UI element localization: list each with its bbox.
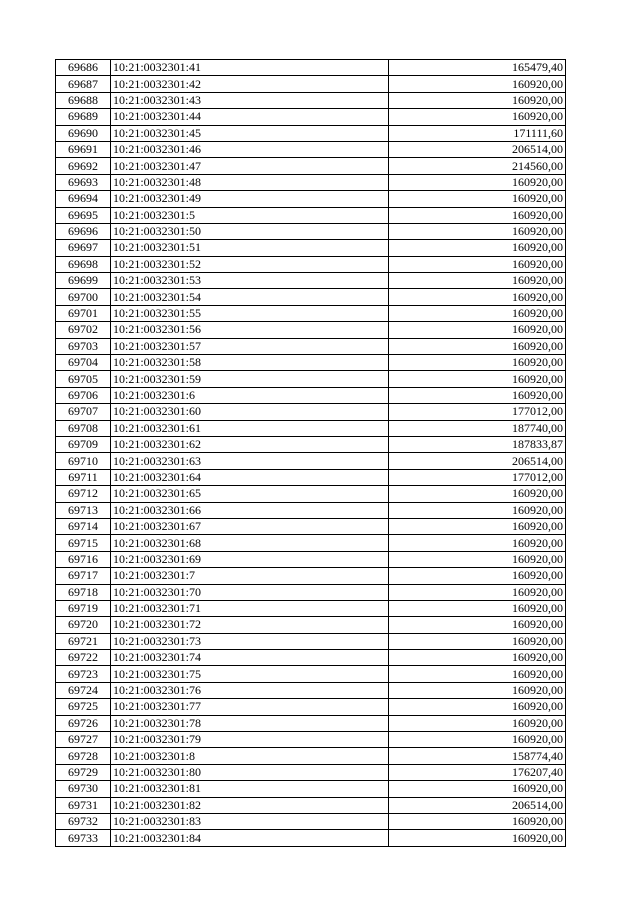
cadastral-number-cell: 10:21:0032301:56 <box>111 322 389 338</box>
table-row <box>56 174 566 190</box>
cadastral-number-cell: 10:21:0032301:74 <box>111 650 389 666</box>
value-cell: 160920,00 <box>389 682 566 698</box>
table-row <box>56 322 566 338</box>
cadastral-number-cell: 10:21:0032301:54 <box>111 289 389 305</box>
cadastral-number-cell: 10:21:0032301:64 <box>111 469 389 485</box>
row-number-cell: 69724 <box>56 682 111 698</box>
cadastral-number-cell: 10:21:0032301:6 <box>111 387 389 403</box>
value-cell: 160920,00 <box>389 732 566 748</box>
value-cell: 187740,00 <box>389 420 566 436</box>
cadastral-number-cell: 10:21:0032301:82 <box>111 797 389 813</box>
value-cell: 160920,00 <box>389 207 566 223</box>
row-number-cell: 69712 <box>56 486 111 502</box>
cadastral-number-cell: 10:21:0032301:8 <box>111 748 389 764</box>
row-number-cell: 69720 <box>56 617 111 633</box>
table-row <box>56 355 566 371</box>
table-row <box>56 748 566 764</box>
value-cell: 160920,00 <box>389 174 566 190</box>
table-row <box>56 715 566 731</box>
table-row <box>56 273 566 289</box>
value-cell: 160920,00 <box>389 781 566 797</box>
value-cell: 160920,00 <box>389 830 566 846</box>
table-row <box>56 109 566 125</box>
row-number-cell: 69714 <box>56 518 111 534</box>
value-cell: 160920,00 <box>389 600 566 616</box>
value-cell: 160920,00 <box>389 355 566 371</box>
value-cell: 160920,00 <box>389 535 566 551</box>
cadastral-number-cell: 10:21:0032301:51 <box>111 240 389 256</box>
cadastral-number-cell: 10:21:0032301:60 <box>111 404 389 420</box>
table-row <box>56 453 566 469</box>
row-number-cell: 69730 <box>56 781 111 797</box>
row-number-cell: 69695 <box>56 207 111 223</box>
cadastral-number-cell: 10:21:0032301:69 <box>111 551 389 567</box>
table-row <box>56 404 566 420</box>
row-number-cell: 69727 <box>56 732 111 748</box>
value-cell: 160920,00 <box>389 568 566 584</box>
value-cell: 160920,00 <box>389 617 566 633</box>
row-number-cell: 69700 <box>56 289 111 305</box>
row-number-cell: 69710 <box>56 453 111 469</box>
row-number-cell: 69702 <box>56 322 111 338</box>
cadastral-number-cell: 10:21:0032301:80 <box>111 764 389 780</box>
table-row <box>56 502 566 518</box>
value-cell: 160920,00 <box>389 551 566 567</box>
table-row <box>56 584 566 600</box>
table-row <box>56 338 566 354</box>
table-row <box>56 436 566 452</box>
row-number-cell: 69729 <box>56 764 111 780</box>
value-cell: 160920,00 <box>389 92 566 108</box>
cadastral-number-cell: 10:21:0032301:55 <box>111 305 389 321</box>
value-cell: 160920,00 <box>389 650 566 666</box>
cadastral-number-cell: 10:21:0032301:50 <box>111 223 389 239</box>
row-number-cell: 69733 <box>56 830 111 846</box>
table-row <box>56 650 566 666</box>
table-row <box>56 535 566 551</box>
value-cell: 160920,00 <box>389 813 566 829</box>
value-cell: 160920,00 <box>389 338 566 354</box>
cadastral-number-cell: 10:21:0032301:84 <box>111 830 389 846</box>
value-cell: 160920,00 <box>389 387 566 403</box>
cadastral-number-cell: 10:21:0032301:83 <box>111 813 389 829</box>
table-row <box>56 682 566 698</box>
cadastral-number-cell: 10:21:0032301:7 <box>111 568 389 584</box>
row-number-cell: 69731 <box>56 797 111 813</box>
row-number-cell: 69722 <box>56 650 111 666</box>
value-cell: 160920,00 <box>389 256 566 272</box>
table-row <box>56 830 566 846</box>
value-cell: 177012,00 <box>389 469 566 485</box>
value-cell: 160920,00 <box>389 502 566 518</box>
table-row <box>56 371 566 387</box>
cadastral-number-cell: 10:21:0032301:45 <box>111 125 389 141</box>
value-cell: 187833,87 <box>389 436 566 452</box>
value-cell: 206514,00 <box>389 797 566 813</box>
table-row <box>56 207 566 223</box>
row-number-cell: 69716 <box>56 551 111 567</box>
cadastral-number-cell: 10:21:0032301:42 <box>111 76 389 92</box>
value-cell: 160920,00 <box>389 223 566 239</box>
table-row <box>56 486 566 502</box>
table-row <box>56 551 566 567</box>
cadastral-number-cell: 10:21:0032301:41 <box>111 60 389 76</box>
row-number-cell: 69705 <box>56 371 111 387</box>
table-row <box>56 60 566 76</box>
value-cell: 160920,00 <box>389 699 566 715</box>
row-number-cell: 69706 <box>56 387 111 403</box>
cadastral-number-cell: 10:21:0032301:78 <box>111 715 389 731</box>
table-row <box>56 518 566 534</box>
cadastral-number-cell: 10:21:0032301:49 <box>111 191 389 207</box>
table-row <box>56 420 566 436</box>
table-row <box>56 469 566 485</box>
cadastral-number-cell: 10:21:0032301:76 <box>111 682 389 698</box>
cadastral-number-cell: 10:21:0032301:71 <box>111 600 389 616</box>
table-row <box>56 568 566 584</box>
cadastral-number-cell: 10:21:0032301:66 <box>111 502 389 518</box>
table-row <box>56 764 566 780</box>
value-cell: 160920,00 <box>389 486 566 502</box>
table-row <box>56 732 566 748</box>
row-number-cell: 69728 <box>56 748 111 764</box>
cadastral-number-cell: 10:21:0032301:70 <box>111 584 389 600</box>
row-number-cell: 69715 <box>56 535 111 551</box>
cadastral-number-cell: 10:21:0032301:63 <box>111 453 389 469</box>
row-number-cell: 69732 <box>56 813 111 829</box>
cadastral-number-cell: 10:21:0032301:75 <box>111 666 389 682</box>
row-number-cell: 69692 <box>56 158 111 174</box>
cadastral-number-cell: 10:21:0032301:79 <box>111 732 389 748</box>
row-number-cell: 69725 <box>56 699 111 715</box>
cadastral-number-cell: 10:21:0032301:44 <box>111 109 389 125</box>
table-row <box>56 256 566 272</box>
table-row <box>56 600 566 616</box>
row-number-cell: 69713 <box>56 502 111 518</box>
value-cell: 160920,00 <box>389 109 566 125</box>
cadastral-number-cell: 10:21:0032301:77 <box>111 699 389 715</box>
cadastral-number-cell: 10:21:0032301:58 <box>111 355 389 371</box>
table-row <box>56 289 566 305</box>
table-row <box>56 158 566 174</box>
cadastral-number-cell: 10:21:0032301:46 <box>111 141 389 157</box>
table-row <box>56 305 566 321</box>
row-number-cell: 69703 <box>56 338 111 354</box>
table-row <box>56 797 566 813</box>
row-number-cell: 69701 <box>56 305 111 321</box>
row-number-cell: 69721 <box>56 633 111 649</box>
row-number-cell: 69723 <box>56 666 111 682</box>
value-cell: 158774,40 <box>389 748 566 764</box>
value-cell: 214560,00 <box>389 158 566 174</box>
cadastral-value-table <box>55 59 566 847</box>
table-row <box>56 223 566 239</box>
row-number-cell: 69687 <box>56 76 111 92</box>
cadastral-number-cell: 10:21:0032301:47 <box>111 158 389 174</box>
cadastral-number-cell: 10:21:0032301:68 <box>111 535 389 551</box>
value-cell: 160920,00 <box>389 633 566 649</box>
table-row <box>56 387 566 403</box>
row-number-cell: 69690 <box>56 125 111 141</box>
row-number-cell: 69726 <box>56 715 111 731</box>
cadastral-number-cell: 10:21:0032301:72 <box>111 617 389 633</box>
cadastral-number-cell: 10:21:0032301:53 <box>111 273 389 289</box>
value-cell: 160920,00 <box>389 191 566 207</box>
value-cell: 160920,00 <box>389 305 566 321</box>
row-number-cell: 69707 <box>56 404 111 420</box>
value-cell: 165479,40 <box>389 60 566 76</box>
row-number-cell: 69696 <box>56 223 111 239</box>
table-row <box>56 813 566 829</box>
cadastral-number-cell: 10:21:0032301:48 <box>111 174 389 190</box>
row-number-cell: 69698 <box>56 256 111 272</box>
cadastral-number-cell: 10:21:0032301:62 <box>111 436 389 452</box>
row-number-cell: 69686 <box>56 60 111 76</box>
table-body <box>56 60 566 847</box>
row-number-cell: 69697 <box>56 240 111 256</box>
cadastral-number-cell: 10:21:0032301:57 <box>111 338 389 354</box>
row-number-cell: 69693 <box>56 174 111 190</box>
cadastral-number-cell: 10:21:0032301:65 <box>111 486 389 502</box>
value-cell: 160920,00 <box>389 715 566 731</box>
table-row <box>56 191 566 207</box>
row-number-cell: 69711 <box>56 469 111 485</box>
value-cell: 160920,00 <box>389 240 566 256</box>
table-row <box>56 240 566 256</box>
cadastral-number-cell: 10:21:0032301:81 <box>111 781 389 797</box>
row-number-cell: 69719 <box>56 600 111 616</box>
value-cell: 160920,00 <box>389 322 566 338</box>
table-row <box>56 666 566 682</box>
cadastral-number-cell: 10:21:0032301:59 <box>111 371 389 387</box>
value-cell: 160920,00 <box>389 518 566 534</box>
row-number-cell: 69709 <box>56 436 111 452</box>
cadastral-number-cell: 10:21:0032301:67 <box>111 518 389 534</box>
row-number-cell: 69717 <box>56 568 111 584</box>
cadastral-number-cell: 10:21:0032301:5 <box>111 207 389 223</box>
table-row <box>56 699 566 715</box>
table-row <box>56 125 566 141</box>
row-number-cell: 69688 <box>56 92 111 108</box>
row-number-cell: 69691 <box>56 141 111 157</box>
cadastral-number-cell: 10:21:0032301:61 <box>111 420 389 436</box>
value-cell: 176207,40 <box>389 764 566 780</box>
row-number-cell: 69708 <box>56 420 111 436</box>
row-number-cell: 69699 <box>56 273 111 289</box>
table-row <box>56 633 566 649</box>
table-row <box>56 141 566 157</box>
row-number-cell: 69689 <box>56 109 111 125</box>
row-number-cell: 69704 <box>56 355 111 371</box>
value-cell: 160920,00 <box>389 76 566 92</box>
table-row <box>56 617 566 633</box>
table-row <box>56 781 566 797</box>
value-cell: 160920,00 <box>389 273 566 289</box>
row-number-cell: 69718 <box>56 584 111 600</box>
value-cell: 171111,60 <box>389 125 566 141</box>
value-cell: 177012,00 <box>389 404 566 420</box>
value-cell: 160920,00 <box>389 584 566 600</box>
value-cell: 206514,00 <box>389 141 566 157</box>
table-row <box>56 76 566 92</box>
row-number-cell: 69694 <box>56 191 111 207</box>
value-cell: 160920,00 <box>389 289 566 305</box>
cadastral-number-cell: 10:21:0032301:52 <box>111 256 389 272</box>
cadastral-number-cell: 10:21:0032301:43 <box>111 92 389 108</box>
value-cell: 160920,00 <box>389 666 566 682</box>
value-cell: 206514,00 <box>389 453 566 469</box>
cadastral-number-cell: 10:21:0032301:73 <box>111 633 389 649</box>
value-cell: 160920,00 <box>389 371 566 387</box>
table-row <box>56 92 566 108</box>
